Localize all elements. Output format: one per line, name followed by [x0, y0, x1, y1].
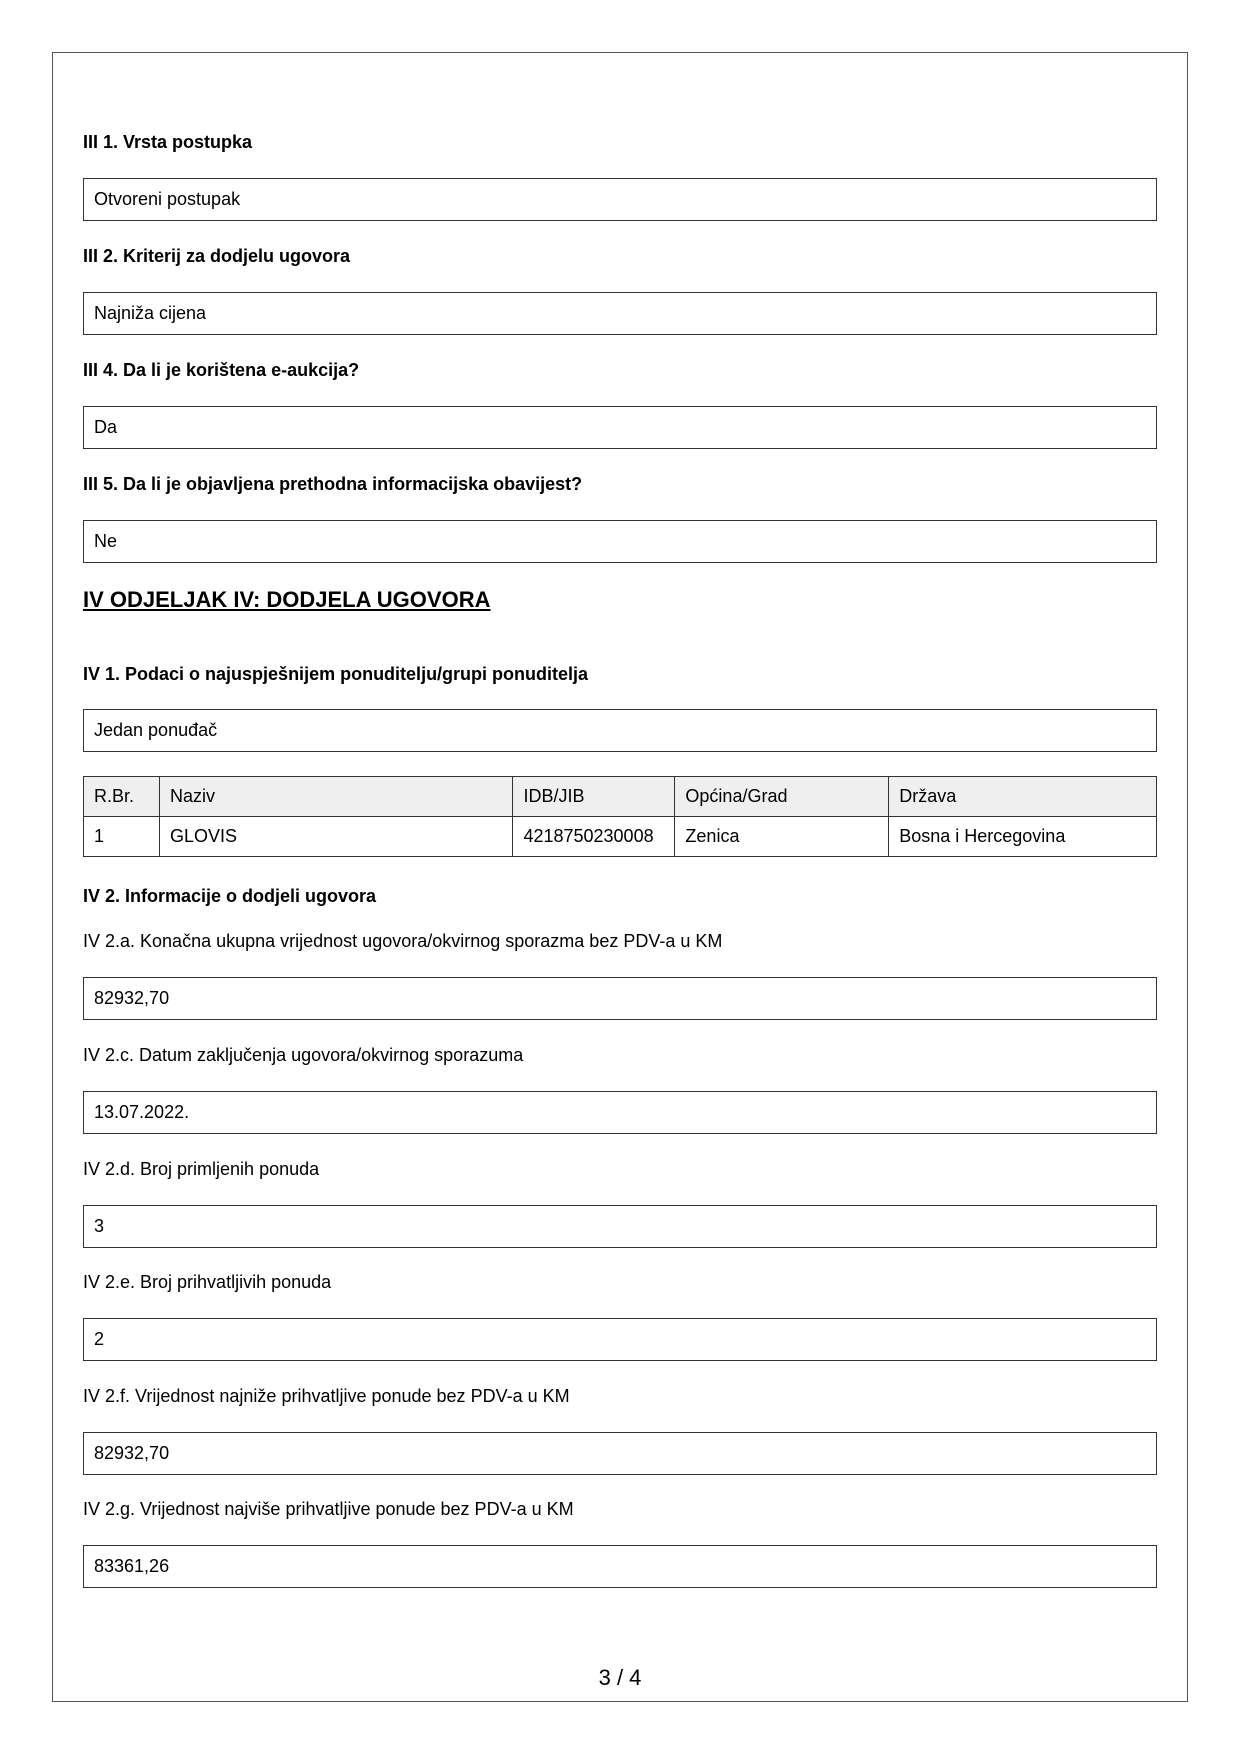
iv2-field-label: IV 2.e. Broj prihvatljivih ponuda	[83, 1272, 332, 1292]
value-box-iii-4: Da	[83, 406, 1157, 449]
iv2-title: IV 2. Informacije o dodjeli ugovora	[83, 886, 377, 906]
iv2-field-label: IV 2.f. Vrijednost najniže prihvatljive ponude bez PDV-a u KM	[83, 1386, 570, 1406]
value-box-iii-2: Najniža cijena	[83, 292, 1157, 335]
table-cell: 1	[84, 817, 160, 857]
iv2-field-value: 82932,70	[83, 1432, 1157, 1475]
value-box-iii-5: Ne	[83, 520, 1157, 563]
section-label-iii-2: III 2. Kriterij za dodjelu ugovora	[83, 246, 351, 266]
table-header-cell: Naziv	[159, 777, 512, 817]
table-header-cell: Općina/Grad	[675, 777, 889, 817]
table-header-cell: IDB/JIB	[513, 777, 675, 817]
table-cell: 4218750230008	[513, 817, 675, 857]
iv2-field-value: 13.07.2022.	[83, 1091, 1157, 1134]
table-cell: Bosna i Hercegovina	[889, 817, 1157, 857]
table-header-cell: Država	[889, 777, 1157, 817]
iv1-label: IV 1. Podaci o najuspješnijem ponuditelju/grupi ponuditelja	[83, 664, 589, 684]
page-number: 3 / 4	[598, 1665, 642, 1690]
section-label-iii-4: III 4. Da li je korištena e-aukcija?	[83, 360, 360, 380]
table-header-row	[84, 777, 1157, 817]
iv2-field-value: 2	[83, 1318, 1157, 1361]
winner-table	[83, 776, 1157, 857]
section-label-iii-5: III 5. Da li je objavljena prethodna informacijska obavijest?	[83, 474, 583, 494]
table-row	[84, 817, 1157, 857]
iv2-field-value: 83361,26	[83, 1545, 1157, 1588]
iv2-field-value: 82932,70	[83, 977, 1157, 1020]
value-box-iii-1: Otvoreni postupak	[83, 178, 1157, 221]
iv2-field-label: IV 2.a. Konačna ukupna vrijednost ugovora/okvirnog sporazma bez PDV-a u KM	[83, 931, 723, 951]
iv2-field-label: IV 2.c. Datum zaključenja ugovora/okvirnog sporazuma	[83, 1045, 524, 1065]
section-iv-title: IV ODJELJAK IV: DODJELA UGOVORA	[83, 587, 491, 612]
iv2-field-label: IV 2.g. Vrijednost najviše prihvatljive ponude bez PDV-a u KM	[83, 1499, 574, 1519]
table-header-cell: R.Br.	[84, 777, 160, 817]
table-cell: GLOVIS	[159, 817, 512, 857]
iv2-field-value: 3	[83, 1205, 1157, 1248]
section-label-iii-1: III 1. Vrsta postupka	[83, 132, 253, 152]
table-cell: Zenica	[675, 817, 889, 857]
iv2-field-label: IV 2.d. Broj primljenih ponuda	[83, 1159, 320, 1179]
iv1-value-box: Jedan ponuđač	[83, 709, 1157, 752]
